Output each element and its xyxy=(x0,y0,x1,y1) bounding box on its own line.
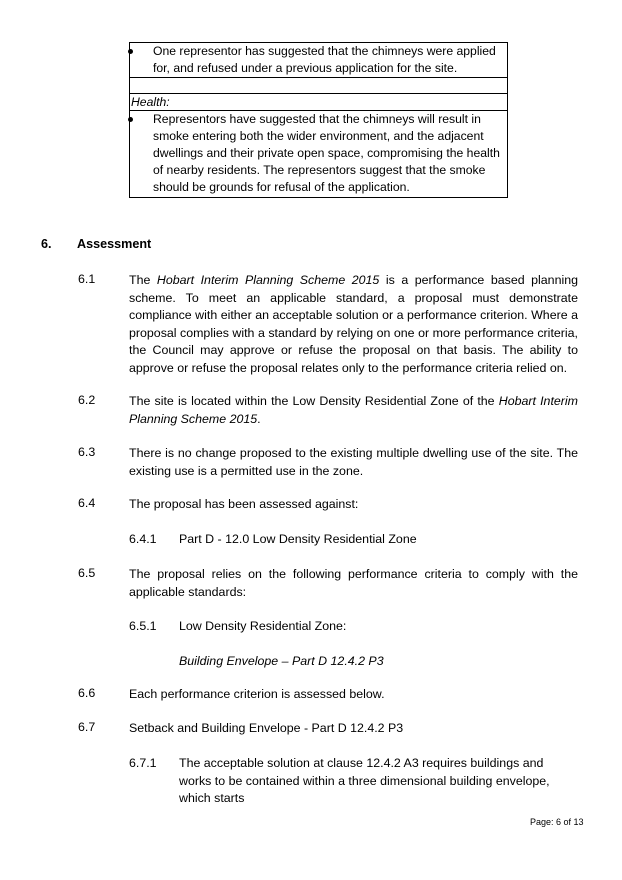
subparagraph-number: 6.4.1 xyxy=(129,532,157,546)
table-spacer-row xyxy=(130,78,508,94)
paragraph-6-1 xyxy=(129,272,578,377)
paragraph-number: 6.3 xyxy=(78,445,96,459)
paragraph-number: 6.7 xyxy=(78,720,96,734)
building-envelope-reference: Building Envelope – Part D 12.4.2 P3 xyxy=(179,654,384,668)
bullet-icon xyxy=(128,49,133,54)
representations-table xyxy=(129,42,508,198)
paragraph-number: 6.1 xyxy=(78,272,96,286)
paragraph-6-7: Setback and Building Envelope - Part D 12.4.2 P3 xyxy=(129,721,404,735)
scheme-name: Hobart Interim Planning Scheme 2015 xyxy=(129,394,578,426)
scheme-name: Hobart Interim Planning Scheme 2015 xyxy=(156,273,380,287)
page-number: Page: 6 of 13 xyxy=(530,817,584,827)
subparagraph-number: 6.7.1 xyxy=(129,756,157,770)
section-title: Assessment xyxy=(77,237,152,251)
text: The site is located within the Low Density Residential Zone of the xyxy=(129,394,499,408)
paragraph-number: 6.4 xyxy=(78,496,96,510)
subparagraph-6-4-1: Part D - 12.0 Low Density Residential Zone xyxy=(179,532,417,546)
paragraph-6-2 xyxy=(129,393,578,428)
text: The xyxy=(129,273,157,287)
paragraph-number: 6.2 xyxy=(78,393,96,407)
bullet-icon xyxy=(128,117,133,122)
section-number: 6. xyxy=(41,237,52,251)
paragraph-number: 6.6 xyxy=(78,686,96,700)
paragraph-6-3: There is no change proposed to the existing multiple dwelling use of the site. The existing use is a permitted use in the zone. xyxy=(129,446,578,478)
subparagraph-6-7-1: The acceptable solution at clause 12.4.2 A3 requires buildings and works to be contained within a three dimensional building envelope, which starts xyxy=(179,756,550,805)
paragraph-6-6: Each performance criterion is assessed below. xyxy=(129,687,385,701)
representation-text: One representor has suggested that the chimneys were applied for, and refused under a previous application for the site. xyxy=(153,44,496,75)
table-row xyxy=(130,111,508,198)
table-row xyxy=(130,43,508,78)
subparagraph-6-5-1: Low Density Residential Zone: xyxy=(179,619,347,633)
paragraph-number: 6.5 xyxy=(78,566,96,580)
representation-text: Representors have suggested that the chimneys will result in smoke entering both the wider environment, and the adjacent dwellings and their private open space, compromising the health of nearby residents. The representors suggest that the smoke should be grounds for refusal of the application. xyxy=(153,112,500,194)
subparagraph-number: 6.5.1 xyxy=(129,619,157,633)
paragraph-6-5: The proposal relies on the following performance criteria to comply with the applicable standards: xyxy=(129,567,578,599)
health-header: Health: xyxy=(130,94,508,111)
text: . xyxy=(257,411,261,426)
text: is a performance based planning scheme. To meet an applicable standard, a proposal must demonstrate compliance with either an acceptable solution or a performance criterion. Where a proposal complies with a standard by relying on one or more performance criteria, the Council may approve or refuse the proposal on that basis. The ability to approve or refuse the proposal relates only to the performance criteria relied on. xyxy=(129,273,578,375)
paragraph-6-4: The proposal has been assessed against: xyxy=(129,497,359,511)
